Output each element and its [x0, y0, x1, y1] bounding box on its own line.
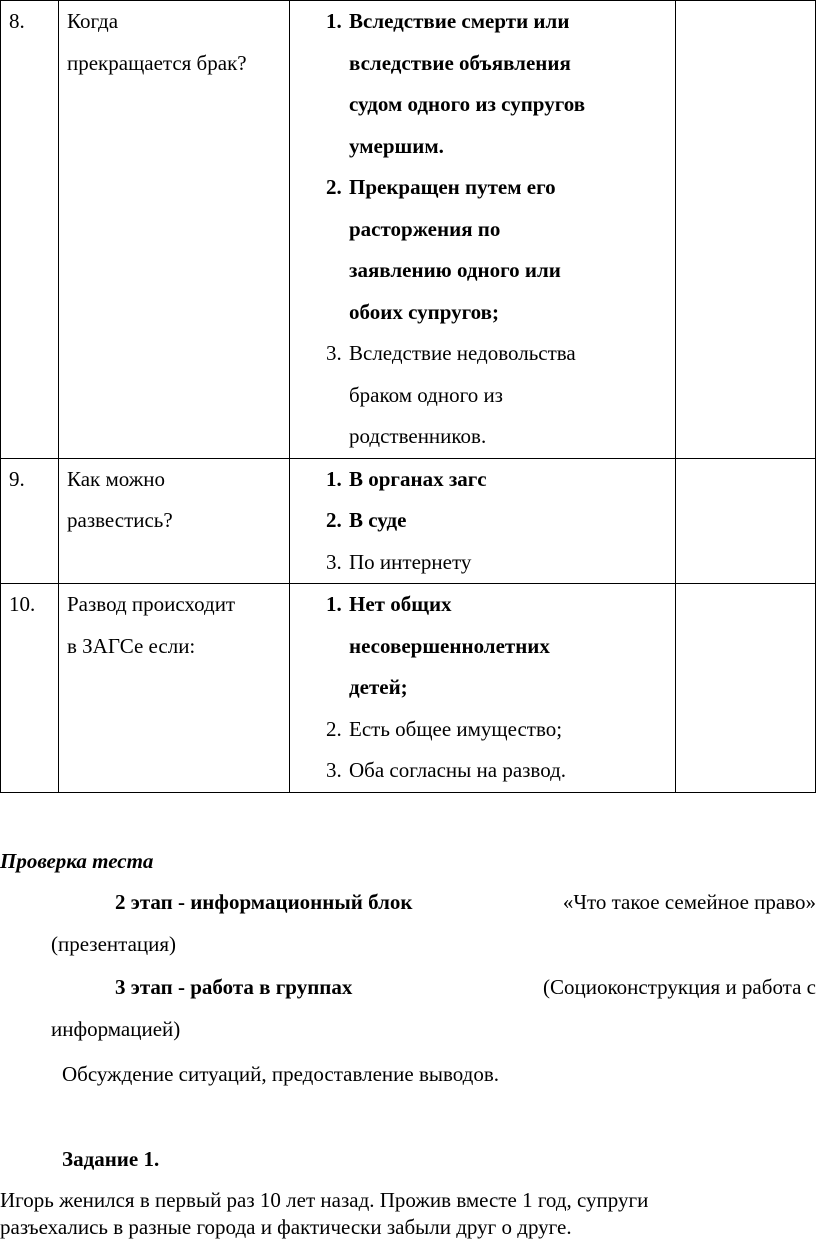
stage-3-title: 3 этап - работа в группах: [115, 975, 353, 999]
stage-3-note: информацией): [51, 1016, 181, 1041]
mark-cell: [676, 1, 816, 459]
answers-cell: [290, 1, 676, 459]
question-line: Когда: [67, 9, 119, 33]
question-line: развестись?: [67, 508, 173, 532]
stage-2-paragraph: [51, 882, 816, 965]
discussion-text: Обсуждение ситуаций, предоставление выводов.: [62, 1062, 499, 1086]
answer-item: 1. В органах загс: [347, 459, 667, 501]
question-number: 10.: [1, 584, 59, 793]
task-line: Игорь женился в первый раз 10 лет назад. Прожив вместе 1 год, супруги: [0, 1188, 649, 1212]
answers-cell: [290, 584, 676, 793]
answer-item: 1. Нет общих несовершеннолетних детей;: [347, 584, 667, 709]
question-text: [59, 458, 290, 584]
stage-2-topic: «Что такое семейное право»: [562, 890, 816, 914]
answer-item: 3. Оба согласны на развод.: [347, 750, 667, 792]
question-number: 8.: [1, 1, 59, 459]
answer-item: 3. Вследствие недовольства браком одного из родственников.: [347, 333, 667, 458]
answer-item: 1. Вследствие смерти или вследствие объявления судом одного из супругов умершим.: [347, 1, 667, 167]
answer-list: [306, 584, 667, 792]
answer-item: 2. Прекращен путем его расторжения по заявлению одного или обоих супругов;: [347, 167, 667, 333]
answer-item: 3. По интернету: [347, 542, 667, 584]
question-line: Развод происходит: [67, 592, 236, 616]
table-row: [1, 458, 816, 584]
stage-3-paragraph: [51, 967, 816, 1050]
answers-cell: [290, 458, 676, 584]
question-text: [59, 1, 290, 459]
answer-item: 2. Есть общее имущество;: [347, 709, 667, 751]
task-line: разъехались в разные города и фактически забыли друг о друге.: [0, 1215, 572, 1239]
mark-cell: [676, 584, 816, 793]
question-line: Как можно: [67, 466, 166, 491]
table-row: [1, 584, 816, 793]
answer-list: [306, 459, 667, 584]
stage-3-topic: (Социоконструкция и работа с: [543, 975, 816, 999]
question-line: прекращается брак?: [67, 50, 247, 75]
check-heading: Проверка теста: [0, 849, 154, 873]
question-number: 9.: [1, 458, 59, 584]
answer-list: [306, 1, 667, 458]
question-line: в ЗАГСе если:: [67, 633, 196, 658]
stage-2-title: 2 этап - информационный блок: [115, 890, 413, 914]
mark-cell: [676, 458, 816, 584]
question-text: [59, 584, 290, 793]
stage-2-note: (презентация): [51, 931, 177, 956]
task-heading: Задание 1.: [62, 1147, 160, 1171]
table-row: [1, 1, 816, 459]
answer-item: 2. В суде: [347, 500, 667, 542]
